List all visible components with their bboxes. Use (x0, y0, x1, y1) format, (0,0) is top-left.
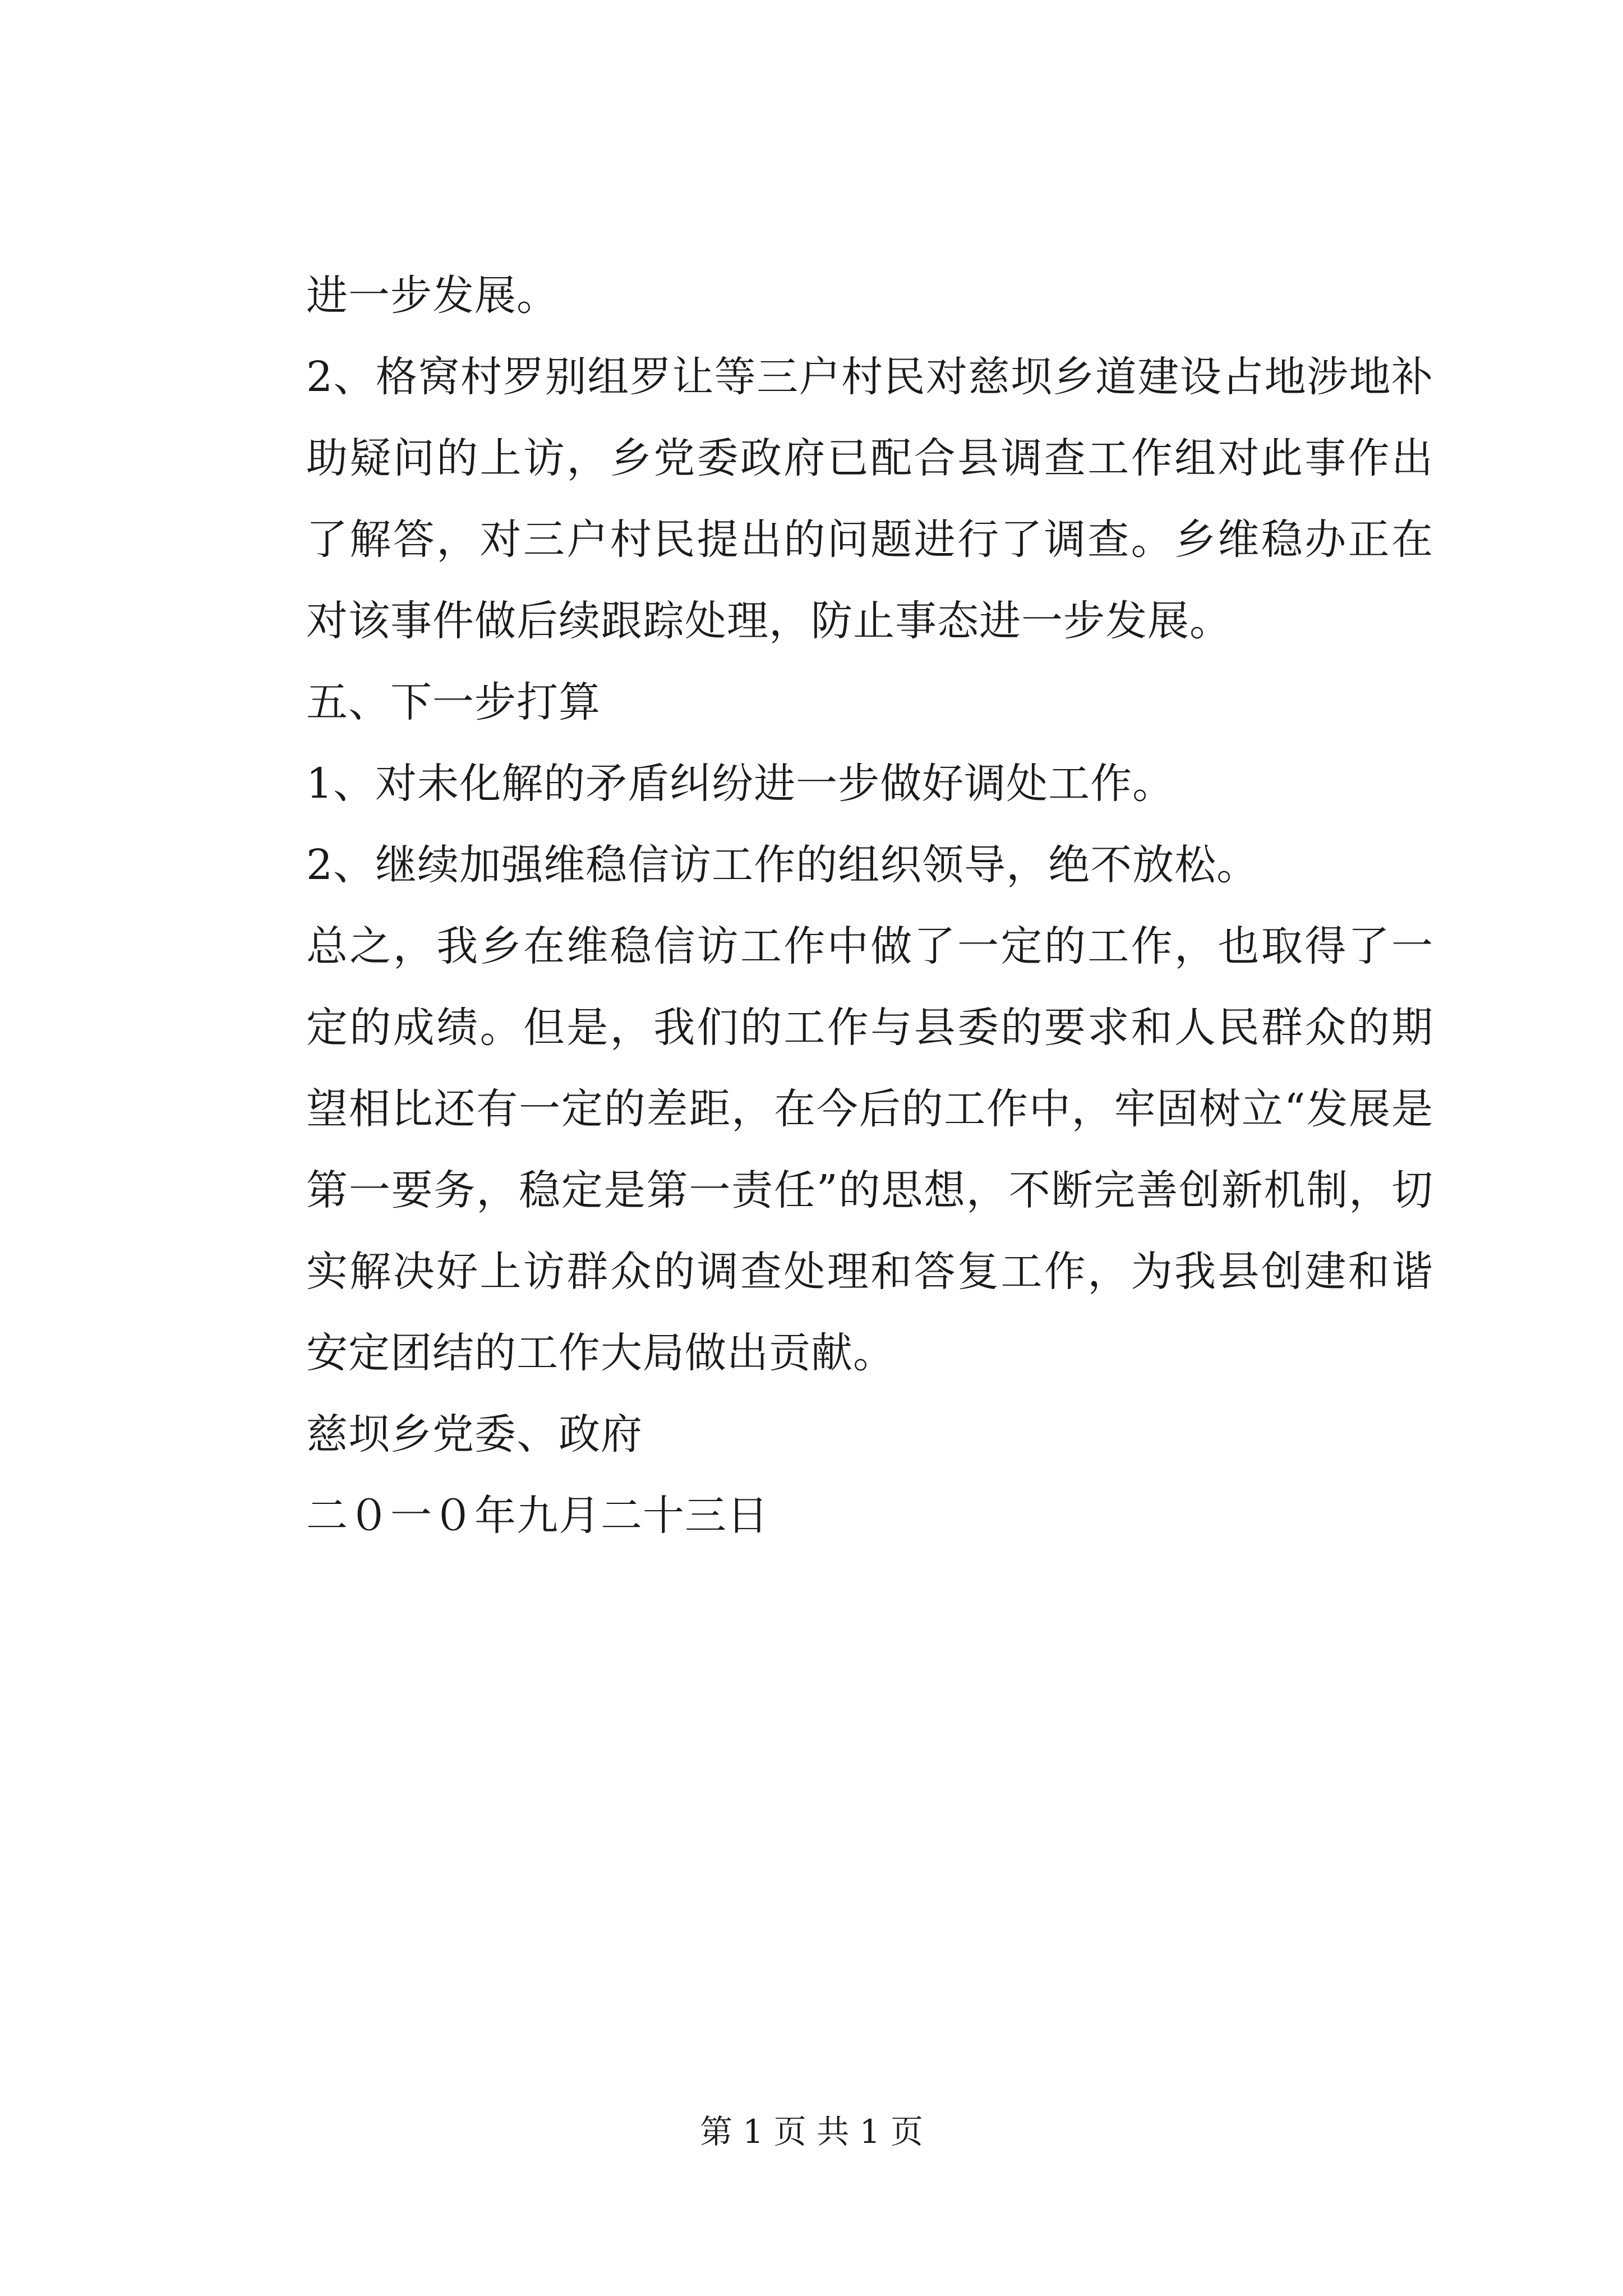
signature-date: 二０一０年九月二十三日 (306, 1492, 769, 1540)
paragraph-text: 2、继续加强维稳信访工作的组织领导，绝不放松。 (306, 841, 1259, 889)
paragraph-text: 1、对未化解的矛盾纠纷进一步做好调处工作。 (306, 760, 1175, 808)
section-heading (306, 662, 1433, 743)
paragraph-text: 总之，我乡在维稳信访工作中做了一定的工作，也取得了一定的成绩。但是，我们的工作与县委的要求和人民群众的期望相比还有一定的差距，在今后的工作中，牢固树立“发展是第一要务，稳定是第一责任”的思想，不断完善创新机制，切实解决好上访群众的调查处理和答复工作，为我县创建和谐安定团结的工作大局做出贡献。 (306, 922, 1433, 1377)
paragraph-text: 进一步发展。 (306, 272, 559, 320)
signature-organization: 慈坝乡党委、政府 (306, 1410, 643, 1458)
document-body (306, 255, 1433, 1557)
paragraph-item-2 (306, 337, 1433, 662)
paragraph-text: 2、格窝村罗别组罗让等三户村民对慈坝乡道建设占地涉地补助疑问的上访，乡党委政府已配合县调查工作组对此事作出了解答，对三户村民提出的问题进行了调查。乡维稳办正在对该事件做后续跟踪处理，防止事态进一步发展。 (306, 353, 1433, 645)
paragraph-item-2b (306, 825, 1433, 906)
paragraph-continuation (306, 255, 1433, 337)
paragraph-item-1 (306, 743, 1433, 825)
page-footer: 第 1 页 共 1 页 (700, 2113, 923, 2151)
paragraph-summary (306, 906, 1433, 1394)
paragraph-text: 五、下一步打算 (306, 678, 601, 726)
